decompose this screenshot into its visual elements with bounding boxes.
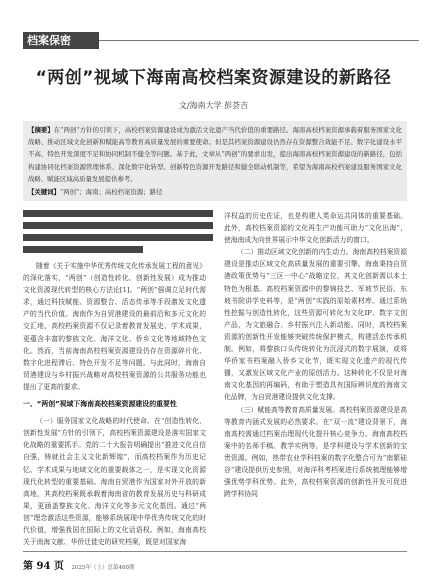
keywords — [28, 186, 402, 198]
issue-info: 2025年（上）总第460期 — [71, 565, 135, 571]
reference-bars — [23, 210, 213, 252]
sub-1 — [23, 415, 206, 548]
sub-2-heading: （二）推动区域文化创新的内生动力。 — [237, 248, 353, 257]
sub-3-heading: （三）赋能高等教育高质量发展。 — [237, 405, 340, 414]
sub-1-heading: （一）服务国家文化战略的时代使命。 — [36, 417, 154, 426]
keywords-text: “两创”；海南；高校档案资源；路径 — [59, 188, 163, 196]
sub-3-text: 高校档案资源建设是高等教育内涵式发展的必然要求。在“双一流”建设背景下，海南高校需通过档案治理现代化提升核心竞争力。海南高校档案中的名师手稿、教学实例等，是学科建设与学术创新的宝贵资源。例如，热带农业学科档案的数字化整合可为“南繁硅谷”建设提供历史参照，对海洋科考档案进行系统梳理能够增强优势学科优势。此外，高校档案资源的创新性开发可促进跨学科协同 — [224, 405, 408, 499]
continued-paragraph: 洋权益的历史佐证，也是构建人类命运共同体的重要基础。此外，高校档案资源的文化再生产功能可助力“文化出海”，使海南成为向世界展示中华文化创新活力的窗口。 — [224, 212, 407, 245]
keywords-label: 【关键词】 — [28, 188, 60, 196]
page-number: 第 94 页 — [23, 561, 64, 572]
article-title: “两创”视域下海南高校档案资源建设的新路径 — [35, 68, 392, 88]
section-1-heading: 一、“两创”视域下海南高校档案资源建设的重要性 — [23, 400, 177, 409]
header-rule — [99, 40, 419, 41]
right-column — [224, 210, 407, 500]
column-tag: 档案保密 — [23, 32, 99, 49]
page-footer — [23, 557, 135, 572]
abstract-text: 在“两创”方针的引领下，高校档案资源建设成为激活文化遗产当代价值的重要路径。海南高校档案资源承载着服务国家文化战略、推动区域文化创新和赋能高等教育高质量发展的重要使命。但是其档案资源建设仍然存在资源整合效能不足、数字化建设水平不高、特色开发深度不足和协同机制不健全等问题。基于此，文章从“两创”的要求出发，提出海南高校档案资源建设的新路径，包括构建协同化档案资源管理体系、深化数字化转型、创新特色资源开发路径和健全联动机制等，希望为海南高校档案建设服务国家文化战略、赋能区域高质量发展提供参考。 — [28, 126, 402, 183]
sub-1-text: 在“创造性转化、创新性发展”方针的引领下，高校档案资源建设是落实国家文化战略的重要抓手。党的二十大报告明确提出“推进文化自信自强，铸就社会主义文化新辉煌”，而高校档案作为历史记忆、学术成果与地域文化的重要载体之一，是实现文化资源现代化转型的重要基础。海南自贸港作为国家对外开放的新高地，其高校档案既承载着海南省的教育发展历史与科研成果，更涵盖黎族文化、海洋文化等多元文化基因。通过“两创”理念激活这些资源，能够系统展现中华优秀传统文化的时代价值，增强我国在国际上的文化话语权。例如，海南高校关于南海文献、华侨迁徙史的研究档案，既是对国家海 — [23, 417, 206, 547]
abstract — [28, 124, 402, 185]
footer-rule — [23, 551, 407, 552]
abstract-label: 【摘要】 — [28, 126, 54, 134]
sub-3 — [224, 404, 407, 501]
sub-2 — [224, 246, 407, 403]
left-column — [23, 260, 206, 548]
intro-paragraph: 随着《关于实施中华优秀传统文化传承发展工程的意见》的深化落实，“两创”（创造性转化、创新性发展）成为推动文化资源现代转型的核心方法论[1]。“两创”强调立足时代需求，通过科技赋能、资源整合、活态传承等手段激发文化遗产的当代价值。海南作为自贸港建设的最前沿和多元文化的交汇地，高校档案资源不仅记录着教育发展史、学术成果，更蕴含丰富的黎族文化、海洋文化、侨乡文化等地域特色文化。然而，当前海南高校档案资源建设仍存在资源碎片化、数字化进程滞后、特色开发不足等问题。与此同时，海南自贸港建设与乡村振兴战略对高校档案资源的公共服务功能也提出了更高的要求。 — [23, 262, 206, 391]
article-author: 文/海南大学 彭荟吉 — [178, 101, 249, 110]
sub-2-text: 海南高校档案资源建设是推动区域文化高质量发展的重要引擎。海南秉持自贸港政策优势与“三区一中心”战略定位，其文化创新需以本土特色为根基。高校档案资源中的黎锦技艺、军坡节民俗、东坡书院讲学史料等，是“两创”实践的原始素材库。通过系统性挖掘与创造性转化，这些资源可转化为文化IP、数字文创产品，为文旅融合、乡村振兴注入新动能。同时，高校档案资源的创新性开发能够突破传统保护模式，构建活态传承机制。例如，将黎族口头传统转化为沉浸式的数字展演，或将华侨家书档案融入侨乡文化节，既实现文化遗产的现代传播，又激发区域文化产业的原创活力。这种转化不仅是对海南文化基因的再编码，有助于塑造具有国际辨识度的海南文化品牌，为自贸港建设提供文化支撑。 — [224, 248, 408, 402]
